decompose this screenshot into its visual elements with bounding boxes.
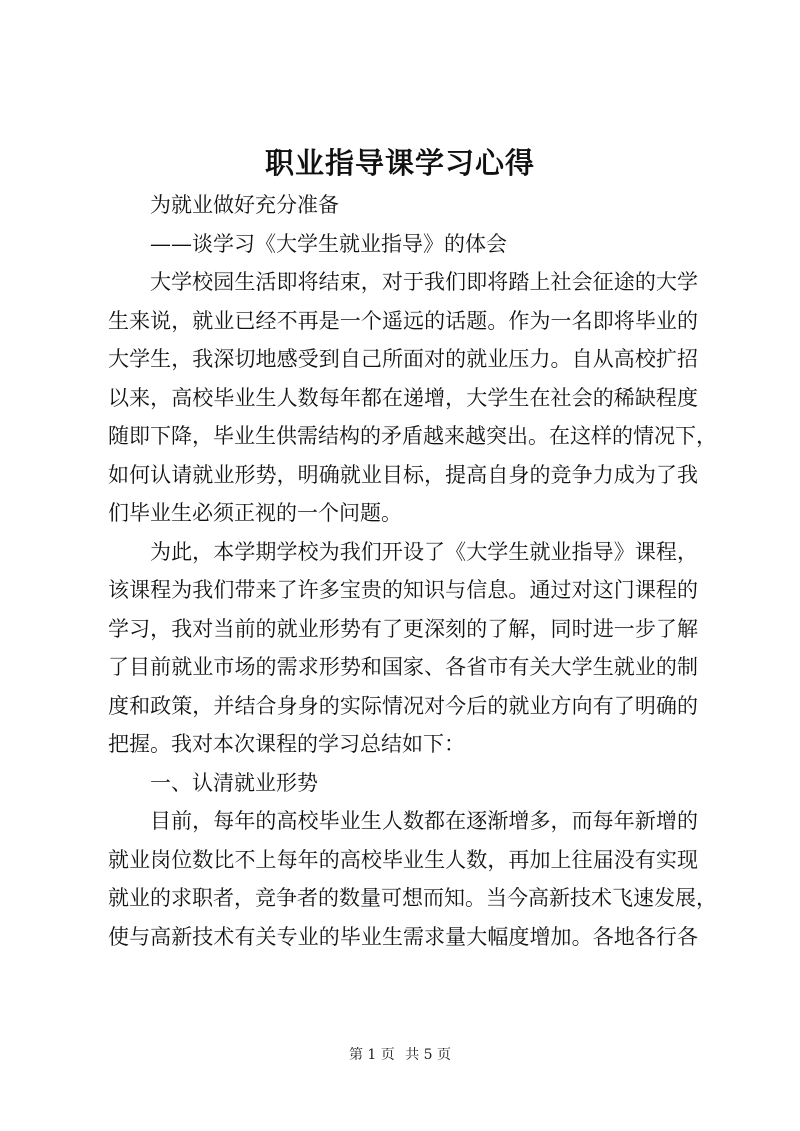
paragraph-line: 该课程为我们带来了许多宝贵的知识与信息。通过对这门课程的 — [108, 578, 698, 602]
page-total: 共 5 页 — [405, 1047, 452, 1063]
paragraph-line: 就业岗位数比不上每年的高校毕业生人数，再加上往届没有实现 — [108, 847, 698, 872]
paragraph-line: 度和政策，并结合身身的实际情况对今后的就业方向有了明确的 — [108, 693, 698, 718]
paragraph-line: 如何认请就业形势，明确就业目标，提高自身的竞争力成为了我 — [108, 462, 698, 487]
paragraph-line: 以来，高校毕业生人数每年都在递增，大学生在社会的稀缺程度 — [108, 385, 698, 410]
paragraph-line: 随即下降，毕业生供需结构的矛盾越来越突出。在这样的情况下， — [108, 424, 717, 448]
paragraph-line: 目前，每年的高校毕业生人数都在逐渐增多，而每年新增的 — [150, 809, 698, 833]
paragraph-line: 学习，我对当前的就业形势有了更深刻的了解，同时进一步了解 — [108, 616, 698, 641]
paragraph-line: 生来说，就业已经不再是一个遥远的话题。作为一名即将毕业的 — [108, 308, 698, 333]
document-body — [108, 186, 717, 956]
page-footer — [0, 1045, 800, 1065]
paragraph-line: 大学校园生活即将结束，对于我们即将踏上社会征途的大学 — [150, 270, 698, 294]
paragraph-line: 把握。我对本次课程的学习总结如下： — [108, 732, 465, 756]
subtitle: 为就业做好充分准备 — [150, 193, 339, 217]
paragraph-line: 就业的求职者，竞争者的数量可想而知。当今高新技术飞速发展， — [108, 886, 717, 910]
subtitle-secondary: ——谈学习《大学生就业指导》的体会 — [150, 231, 507, 256]
document-title: 职业指导课学习心得 — [264, 146, 535, 180]
page-number: 第 1 页 — [348, 1047, 395, 1063]
paragraph-line: 了目前就业市场的需求形势和国家、各省市有关大学生就业的制 — [108, 655, 698, 679]
section-heading: 一、认清就业形势 — [150, 770, 318, 795]
paragraph-line: 使与高新技术有关专业的毕业生需求量大幅度增加。各地各行各 — [108, 924, 698, 949]
paragraph-line: 们毕业生必须正视的一个问题。 — [108, 501, 402, 525]
paragraph-line: 大学生，我深切地感受到自己所面对的就业压力。自从高校扩招 — [108, 347, 698, 371]
paragraph-line: 为此，本学期学校为我们开设了《大学生就业指导》课程， — [150, 539, 698, 564]
